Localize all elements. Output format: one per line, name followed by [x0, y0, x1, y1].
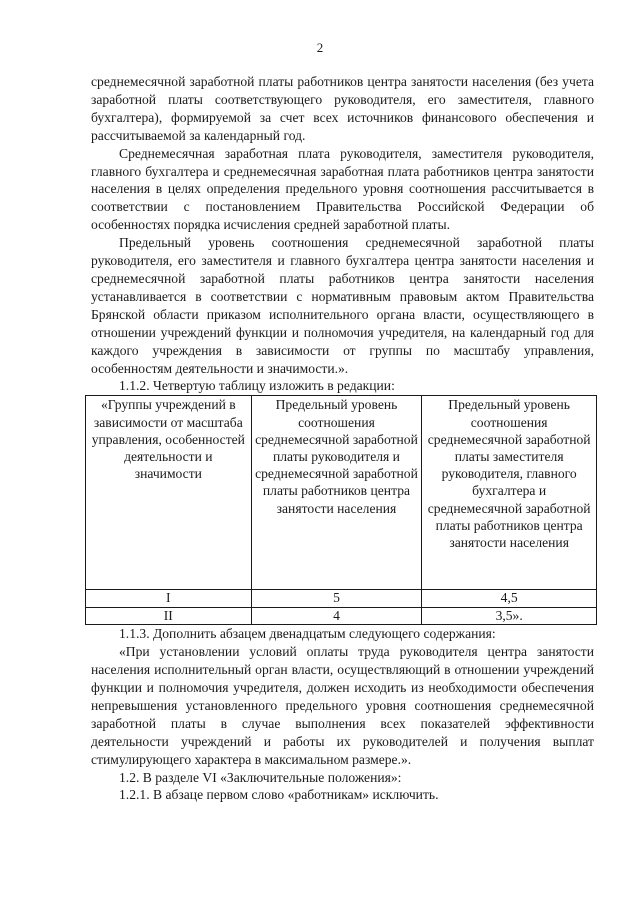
paragraph-table-intro: 1.1.2. Четвертую таблицу изложить в редакции:	[119, 378, 395, 394]
paragraph-amendment-113: 1.1.3. Дополнить абзацем двенадцатым следующего содержания:	[119, 626, 496, 642]
table-cell-head-ratio: 5	[251, 590, 422, 608]
paragraph-average-salary: Среднемесячная заработная плата руководителя, заместителя руководителя, главного бухгалтера и среднемесячная заработная плата работников центра занятости населения в целях определения предельного уровня соотношения рассчитывается в соответствии с постановлением Правительства Российской Федерации об особенностях порядка исчисления средней заработной платы.	[91, 145, 594, 233]
paragraph-continuation: среднемесячной заработной платы работников центра занятости населения (без учета заработной платы соответствующего руководителя, его заместителя, главного бухгалтера), формируемой за счет всех источников финансового обеспечения и рассчитываемой за календарный год.	[91, 74, 594, 143]
table-cell-deputy-ratio: 3,5».	[422, 607, 597, 625]
paragraph-amendment-121: 1.2.1. В абзаце первом слово «работникам» исключить.	[119, 787, 439, 803]
table-cell-group: II	[86, 607, 252, 625]
paragraph-new-text: «При установлении условий оплаты труда руководителя центра занятости населения исполнительный орган власти, осуществляющий в отношении учреждений функции и полномочия учредителя, должен исходить из необходимости обеспечения непревышения установленного предельного уровня соотношения среднемесячной заработной платы в случае выполнения всех показателей эффективности деятельности учреждений и работы их руководителей и получения выплат стимулирующего характера в максимальном размере.».	[91, 644, 594, 767]
paragraph-limit-level: Предельный уровень соотношения среднемесячной заработной платы руководителя, его заместителя и главного бухгалтера центра занятости населения и среднемесячной заработной платы работников центра занятости населения устанавливается в соответствии с нормативным правовым актом Правительства Брянской области приказом исполнительного органа власти, осуществляющего в отношении учреждений функции и полномочия учредителя, на календарный год для каждого учреждения в зависимости от группы по масштабу управления, особенностям деятельности и значимости.».	[91, 235, 594, 376]
table-cell-head-ratio: 4	[251, 607, 422, 625]
header-cell-head-ratio: Предельный уровень соотношения среднемесячной заработной платы руководителя и среднемесячной заработной платы работников центра занятости населения	[251, 396, 422, 590]
table-cell-deputy-ratio: 4,5	[422, 590, 597, 608]
document-body	[91, 73, 594, 804]
salary-ratio-table	[85, 395, 597, 625]
table-cell-group: I	[86, 590, 252, 608]
paragraph-section-12: 1.2. В разделе VI «Заключительные положения»:	[119, 769, 402, 785]
table-row	[86, 607, 597, 625]
header-cell-groups: «Группы учреждений в зависимости от масштаба управления, особенностей деятельности и значимости	[86, 396, 252, 590]
page-number: 2	[316, 40, 324, 55]
table-row	[86, 590, 597, 608]
table-header-row	[86, 396, 597, 590]
header-cell-deputy-ratio: Предельный уровень соотношения среднемесячной заработной платы заместителя руководителя, главного бухгалтера и среднемесячной заработной платы работников центра занятости населения	[422, 396, 597, 590]
